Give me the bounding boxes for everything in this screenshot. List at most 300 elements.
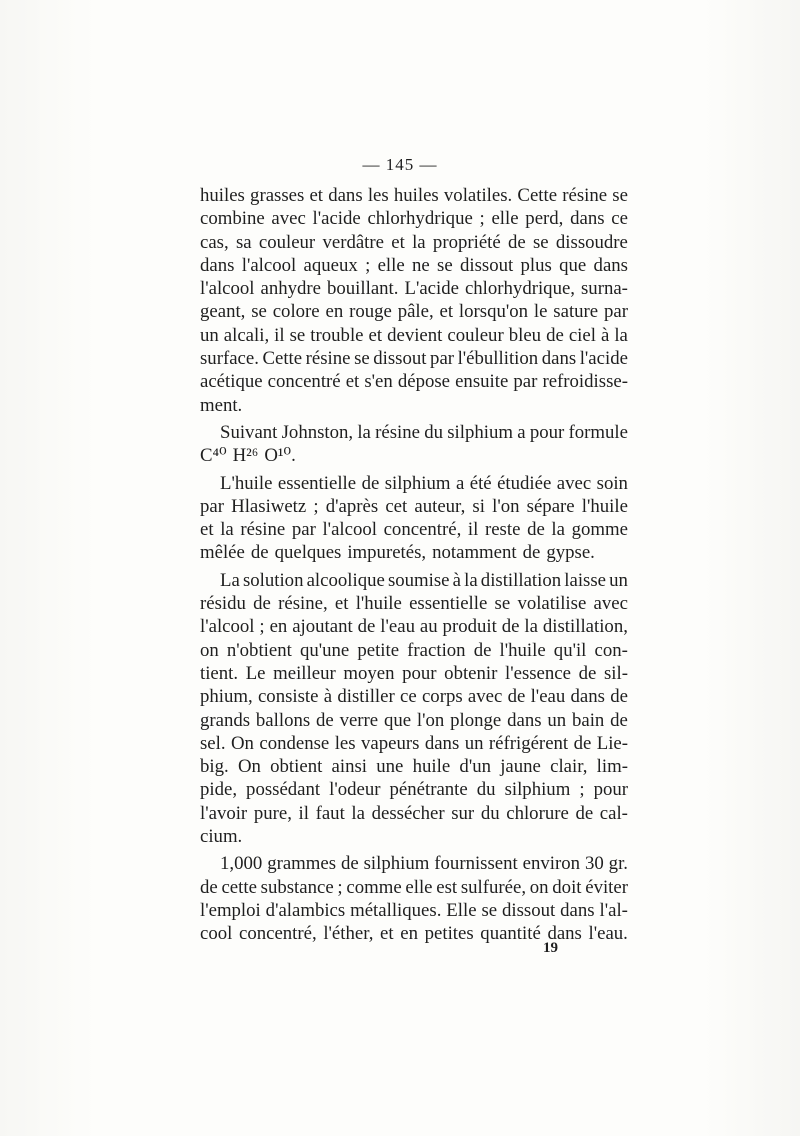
word: gypse. [546, 542, 595, 564]
word: verdâtre [322, 231, 384, 253]
word: ciel [568, 324, 596, 346]
text-line [200, 184, 628, 207]
word: lim- [596, 756, 628, 778]
word: et [368, 324, 383, 346]
word: les [334, 732, 356, 754]
word: il [298, 802, 309, 824]
word: résidu [200, 593, 246, 615]
word: l'odeur [329, 779, 381, 801]
word: de [507, 686, 526, 708]
text-line [200, 394, 628, 417]
word: petites [424, 923, 474, 945]
word: l'huile [581, 495, 628, 517]
word: bouillant. [327, 278, 399, 300]
word: résine [305, 348, 351, 370]
word: doit [552, 876, 582, 898]
word: à [600, 324, 610, 346]
word: de [316, 709, 334, 731]
text-line [200, 231, 628, 254]
word: et [309, 185, 324, 206]
word: consiste [257, 686, 319, 708]
word: colore [272, 301, 320, 323]
word: elle [491, 208, 519, 230]
word: soumise [387, 569, 450, 591]
text-line [200, 732, 628, 755]
word: a [455, 472, 465, 494]
word: obtenir [444, 662, 498, 684]
word: à [452, 569, 461, 591]
word: l'éther, [323, 923, 374, 945]
word: La [220, 569, 240, 591]
text-line [200, 347, 628, 370]
text-line [200, 569, 628, 592]
word: auteur, [414, 495, 466, 517]
word: fraction [407, 639, 466, 661]
word: on [200, 639, 219, 661]
word: et [439, 301, 454, 323]
word: sépare [526, 495, 575, 517]
word: résine [240, 519, 286, 541]
word: du [480, 802, 500, 824]
word: du [424, 421, 444, 443]
word: silphium [384, 472, 451, 494]
word: acétique [200, 371, 263, 393]
word: couleur [258, 231, 316, 253]
word: se [354, 348, 370, 370]
word: sel. [200, 732, 226, 754]
word: par [200, 495, 224, 517]
word: l'huile [355, 593, 402, 615]
word: surface. [200, 348, 259, 370]
word: On [237, 756, 261, 778]
word: grands [200, 709, 251, 731]
word: éviter [585, 876, 628, 898]
word: aqueux [303, 254, 358, 276]
word: l'ébullition [457, 348, 539, 370]
word: de [527, 519, 545, 541]
word: résine [375, 421, 420, 443]
word: impuretés, [347, 542, 427, 564]
word: dans [570, 686, 605, 708]
word: d'un [459, 756, 491, 778]
word: d'alambics [265, 899, 346, 921]
word: verre [339, 709, 379, 731]
word: faut [315, 802, 345, 824]
word: C⁴⁰ [200, 445, 227, 467]
word: mêlée [200, 542, 245, 564]
word: silphium [363, 853, 430, 875]
word: au [419, 616, 438, 638]
text-line [200, 662, 628, 685]
word: et [345, 371, 360, 393]
word: métalliques. [350, 899, 442, 921]
word: l'alcool [200, 278, 255, 300]
word: perd, [525, 208, 564, 230]
word: de [501, 616, 520, 638]
word: la [524, 616, 538, 638]
word: environ [522, 853, 581, 875]
word: con- [594, 639, 628, 661]
text-line [200, 802, 628, 825]
word: ; [337, 876, 343, 898]
word: phium, [200, 686, 253, 708]
word: par [430, 348, 455, 370]
text-line [200, 300, 628, 323]
word: vapeurs [360, 732, 420, 754]
word: cium. [200, 826, 243, 848]
word: petite [357, 639, 400, 661]
word: de [575, 802, 594, 824]
word: avec [556, 472, 592, 494]
text-line [200, 639, 628, 662]
word: concentré [267, 371, 341, 393]
word: ainsi [331, 756, 368, 778]
word: ; [259, 616, 265, 638]
word: de [340, 853, 359, 875]
word: ballons [255, 709, 311, 731]
word: dans [570, 208, 605, 230]
word: refroidisse- [542, 371, 628, 393]
word: dans [560, 899, 595, 921]
word: dans [547, 923, 582, 945]
word: meilleur [273, 662, 336, 684]
word: plus [520, 254, 552, 276]
word: pide, [200, 779, 238, 801]
word: en [325, 301, 344, 323]
word: ; [365, 254, 371, 276]
word: a [517, 421, 526, 443]
word: un [200, 324, 219, 346]
word: de [200, 876, 218, 898]
word: ce [611, 208, 628, 230]
word: elle [405, 876, 433, 898]
word: produit [442, 616, 497, 638]
word: pour [402, 662, 437, 684]
text-line [200, 615, 628, 638]
word: L'huile [220, 472, 273, 494]
word: que [383, 709, 412, 731]
word: tient. [200, 662, 239, 684]
word: l'avoir [200, 802, 248, 824]
text-line [200, 825, 628, 848]
word: se [494, 593, 511, 615]
word: concentré, [238, 923, 317, 945]
word: 30 [584, 853, 604, 875]
word: couleur [447, 324, 504, 346]
word: de [546, 324, 564, 346]
word: ment. [200, 394, 243, 416]
word: l'eau [530, 686, 566, 708]
word: été [469, 472, 492, 494]
word: fournissent [434, 853, 518, 875]
word: un [464, 732, 484, 754]
word: rouge [349, 301, 392, 323]
word: d'après [325, 495, 379, 517]
word: dans [541, 348, 577, 370]
word: de [253, 593, 271, 615]
word: grasses [250, 185, 305, 206]
word: distillation, [542, 616, 628, 638]
word: qu'une [299, 639, 350, 661]
word: les [367, 185, 389, 206]
word: corps [421, 686, 463, 708]
word: avec [593, 593, 628, 615]
word: un [609, 569, 628, 591]
word: et [334, 593, 349, 615]
signature-mark: 19 [543, 940, 558, 956]
word: l'acide [579, 348, 628, 370]
word: reste [484, 519, 521, 541]
word: s'en [364, 371, 393, 393]
word: si [472, 495, 485, 517]
word: il [274, 324, 285, 346]
word: l'essence [505, 662, 571, 684]
word: cool [200, 923, 233, 945]
word: substance [260, 876, 334, 898]
word: et [380, 923, 394, 945]
word: combine [200, 208, 265, 230]
word: huiles [200, 185, 245, 206]
word: cette [221, 876, 257, 898]
text-line [200, 876, 628, 899]
word: de [250, 542, 269, 564]
text-line [200, 495, 628, 518]
word: avec [467, 686, 503, 708]
word: Elle [446, 899, 477, 921]
word: essentielle [277, 472, 357, 494]
word: la [351, 802, 365, 824]
word: la [551, 519, 565, 541]
word: essentielle [409, 593, 488, 615]
word: l'alcool [200, 616, 255, 638]
word: sil- [603, 662, 628, 684]
word: distillation [480, 569, 562, 591]
word: par [513, 371, 538, 393]
word: de [573, 732, 592, 754]
word: se [251, 301, 267, 323]
text-line [200, 755, 628, 778]
word: jaune [500, 756, 541, 778]
word: de [357, 616, 376, 638]
word: sa [235, 231, 252, 253]
word: laisse [564, 569, 606, 591]
text-line [200, 207, 628, 230]
word: pénétrante [389, 779, 468, 801]
word: devient [387, 324, 443, 346]
word: de [522, 542, 541, 564]
word: la [464, 569, 478, 591]
word: dessécher [371, 802, 445, 824]
word: l'emploi [200, 899, 261, 921]
word: sur [451, 802, 475, 824]
word: Johnston, [281, 421, 354, 443]
word: est [436, 876, 458, 898]
text-line [200, 277, 628, 300]
word: big. [200, 756, 229, 778]
word: avec [271, 208, 306, 230]
text-line [200, 370, 628, 393]
word: l'al- [599, 899, 628, 921]
word: silphium [447, 421, 513, 443]
word: à [323, 686, 333, 708]
word: lorsqu'on [458, 301, 529, 323]
word: dans [200, 254, 235, 276]
word: la [412, 231, 426, 253]
word: concentré, [383, 519, 462, 541]
word: pour [529, 421, 565, 443]
word: clair, [550, 756, 588, 778]
word: par [604, 301, 628, 323]
word: sature [553, 301, 599, 323]
word: ; [313, 495, 319, 517]
word: quelques [274, 542, 342, 564]
word: volatilise [517, 593, 587, 615]
word: l'acide [312, 208, 361, 230]
word: dépose [397, 371, 451, 393]
word: de [578, 662, 597, 684]
text-line [200, 254, 628, 277]
word: formule [568, 421, 628, 443]
word: L'acide [404, 278, 459, 300]
word: et [200, 519, 214, 541]
text-line [200, 922, 628, 945]
word: n'obtient [226, 639, 292, 661]
page-number-header: — 145 — [362, 155, 438, 174]
word: Suivant [220, 421, 278, 443]
word: huile [412, 756, 451, 778]
word: trouble [310, 324, 364, 346]
word: ajoutant [292, 616, 353, 638]
word: l'eau [380, 616, 415, 638]
word: comme [346, 876, 402, 898]
word: plonge [450, 709, 502, 731]
word: on [529, 876, 549, 898]
word: se [437, 254, 453, 276]
word: pure, [253, 802, 292, 824]
word: silphium [504, 779, 571, 801]
text-line [200, 324, 628, 347]
word: et [391, 231, 405, 253]
word: dans [328, 185, 363, 206]
text-line [200, 518, 628, 541]
word: grammes [267, 853, 337, 875]
word: geant, [200, 301, 246, 323]
text-line [200, 852, 628, 875]
word: résine [562, 185, 608, 206]
word: dissout [459, 254, 514, 276]
word: anhydre [260, 278, 321, 300]
word: pâle, [397, 301, 434, 323]
word: Hlasiwetz [231, 495, 307, 517]
word: l'alcool [322, 519, 377, 541]
word: ensuite [455, 371, 509, 393]
word: une [376, 756, 404, 778]
text-line [200, 592, 628, 615]
word: distiller [337, 686, 395, 708]
word: se [289, 324, 306, 346]
word: cet [385, 495, 408, 517]
word: elle [377, 254, 405, 276]
word: bain [571, 709, 605, 731]
word: l'alcool [241, 254, 297, 276]
word: possédant [246, 779, 321, 801]
word: H²⁶ [232, 445, 259, 467]
word: surna- [581, 278, 628, 300]
word: l'on [492, 495, 520, 517]
word: quantité [480, 923, 541, 945]
word: la [357, 421, 371, 443]
word: en [269, 616, 288, 638]
word: dans [507, 709, 542, 731]
word: Cette [262, 348, 303, 370]
word: du [476, 779, 496, 801]
word: le [533, 301, 548, 323]
word: Le [245, 662, 266, 684]
word: de [610, 686, 628, 708]
word: O¹⁰. [264, 445, 296, 467]
word: dans [424, 732, 460, 754]
word: ; [479, 208, 485, 230]
text-line [200, 685, 628, 708]
text-line [200, 472, 628, 495]
text-line [200, 899, 628, 922]
word: solution [242, 569, 304, 591]
word: soin [596, 472, 628, 494]
word: se [532, 231, 549, 253]
word: se [612, 185, 628, 206]
word: ; [579, 779, 585, 801]
word: Cette [517, 185, 558, 206]
word: huiles [393, 185, 439, 206]
word: qu'il [553, 639, 587, 661]
word: 1,000 [220, 853, 263, 875]
word: étudiée [497, 472, 552, 494]
word: notamment [432, 542, 517, 564]
word: l'eau. [588, 923, 628, 945]
word: bleu [508, 324, 542, 346]
word: en [400, 923, 418, 945]
word: de [361, 472, 380, 494]
word: se [481, 899, 498, 921]
word: dans [593, 254, 628, 276]
text-line [200, 778, 628, 801]
word: de [507, 231, 526, 253]
word: il [467, 519, 479, 541]
word: moyen [343, 662, 395, 684]
word: réfrigérent [488, 732, 569, 754]
word: de [610, 709, 628, 731]
word: résine, [278, 593, 328, 615]
word: pour [593, 779, 628, 801]
word: Lie- [596, 732, 628, 754]
word: obtient [270, 756, 323, 778]
word: par [291, 519, 316, 541]
word: gomme [571, 519, 628, 541]
word: On [230, 732, 254, 754]
word: la [220, 519, 234, 541]
word: cal- [599, 802, 628, 824]
word: volatiles. [443, 185, 513, 206]
text-line [200, 541, 628, 564]
text-line [200, 421, 628, 444]
word: l'huile [499, 639, 546, 661]
word: alcali, [223, 324, 270, 346]
word: la [614, 324, 628, 346]
text-line [200, 709, 628, 732]
word: de [473, 639, 492, 661]
word: un [547, 709, 567, 731]
word: que [559, 254, 587, 276]
